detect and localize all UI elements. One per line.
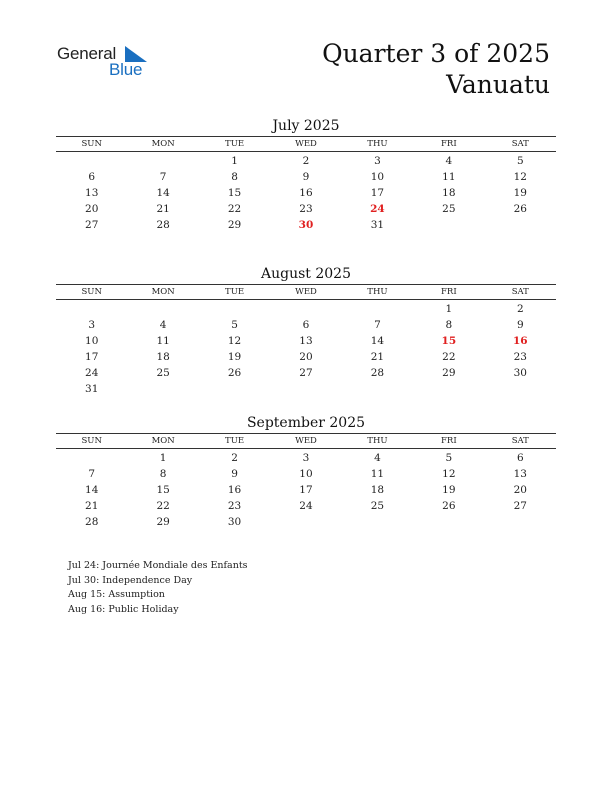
day-cell: 24 bbox=[299, 500, 313, 512]
day-cell: 1 bbox=[159, 452, 167, 464]
empty-day-cell bbox=[56, 450, 127, 466]
day-cell: 23 bbox=[227, 500, 242, 512]
day-cell: 25 bbox=[156, 367, 170, 379]
page-title bbox=[322, 38, 550, 100]
day-cell: 28 bbox=[156, 219, 170, 231]
day-cell: 28 bbox=[370, 367, 385, 379]
day-cell: 27 bbox=[299, 367, 313, 379]
month-title: August 2025 bbox=[261, 266, 351, 282]
month-july bbox=[56, 116, 556, 233]
day-cell: 3 bbox=[374, 155, 381, 167]
day-cell: 16 bbox=[299, 187, 313, 199]
weekday-label: TUE bbox=[225, 139, 245, 149]
day-cell: 17 bbox=[299, 484, 313, 496]
weekday-label: FRI bbox=[441, 436, 457, 446]
day-cell: 14 bbox=[370, 335, 385, 347]
day-cell: 24 bbox=[85, 367, 99, 379]
weekday-label: TUE bbox=[225, 436, 245, 446]
empty-day-cell bbox=[56, 301, 127, 317]
empty-day-cell bbox=[127, 301, 198, 317]
month-title: September 2025 bbox=[246, 415, 366, 431]
day-cell: 8 bbox=[159, 468, 167, 480]
day-cell: 15 bbox=[227, 187, 242, 199]
day-cell: 18 bbox=[370, 484, 385, 496]
day-cell: 21 bbox=[85, 500, 99, 512]
day-cell: 23 bbox=[299, 203, 313, 215]
holiday-note: Aug 15: Assumption bbox=[68, 589, 165, 600]
day-cell: 9 bbox=[231, 468, 238, 480]
day-cell: 6 bbox=[88, 171, 96, 183]
day-cell: 30 bbox=[227, 516, 242, 528]
day-cell: 26 bbox=[442, 500, 456, 512]
day-cell: 27 bbox=[85, 219, 99, 231]
empty-day-cell bbox=[127, 153, 198, 169]
day-cell: 11 bbox=[156, 335, 170, 347]
weekday-label: SAT bbox=[511, 287, 529, 297]
holiday-note: Jul 30: Independence Day bbox=[68, 574, 193, 586]
day-cell: 26 bbox=[227, 367, 242, 379]
weekday-label: TUE bbox=[225, 287, 245, 297]
logo-word-blue: Blue bbox=[109, 60, 143, 79]
day-cell: 26 bbox=[513, 203, 527, 215]
logo bbox=[57, 44, 157, 84]
empty-day-cell bbox=[342, 301, 413, 317]
weekday-label: THU bbox=[367, 436, 388, 446]
day-cell: 7 bbox=[159, 171, 167, 183]
weekday-header bbox=[56, 284, 556, 300]
holiday-day: 15 bbox=[441, 335, 457, 347]
weekday-header bbox=[56, 433, 556, 449]
day-cell: 18 bbox=[442, 187, 456, 199]
day-cell: 4 bbox=[445, 155, 453, 167]
day-cell: 21 bbox=[156, 203, 170, 215]
day-cell: 4 bbox=[374, 452, 381, 464]
day-cell: 3 bbox=[88, 319, 96, 331]
day-cell: 7 bbox=[88, 468, 96, 480]
day-cell: 6 bbox=[516, 452, 524, 464]
weekday-label: FRI bbox=[441, 287, 457, 297]
day-cell: 28 bbox=[85, 516, 99, 528]
day-cell: 5 bbox=[516, 155, 524, 167]
day-cell: 29 bbox=[227, 219, 242, 231]
holiday-day: 30 bbox=[298, 219, 314, 231]
day-cell: 18 bbox=[156, 351, 170, 363]
day-cell: 30 bbox=[513, 367, 527, 379]
month-september bbox=[56, 413, 556, 530]
title-country: Vanuatu bbox=[446, 70, 550, 99]
day-cell: 20 bbox=[513, 484, 527, 496]
day-cell: 7 bbox=[374, 319, 381, 331]
empty-day-cell bbox=[270, 301, 341, 317]
holiday-note: Aug 16: Public Holiday bbox=[68, 603, 179, 615]
weekday-header bbox=[56, 136, 556, 152]
day-cell: 3 bbox=[302, 452, 310, 464]
day-cell: 25 bbox=[442, 203, 456, 215]
day-cell: 12 bbox=[513, 171, 527, 183]
day-cell: 22 bbox=[442, 351, 456, 363]
day-cell: 16 bbox=[227, 484, 242, 496]
day-cell: 11 bbox=[442, 171, 456, 183]
weekday-label: SUN bbox=[81, 139, 102, 149]
holiday-day: 24 bbox=[370, 203, 385, 215]
day-cell: 19 bbox=[513, 187, 527, 199]
day-cell: 17 bbox=[370, 187, 385, 199]
day-cell: 22 bbox=[227, 203, 242, 215]
empty-day-cell bbox=[199, 301, 270, 317]
day-cell: 1 bbox=[445, 303, 453, 315]
day-cell: 12 bbox=[442, 468, 456, 480]
day-cell: 2 bbox=[231, 452, 238, 464]
day-cell: 14 bbox=[85, 484, 99, 496]
month-title: July 2025 bbox=[272, 118, 340, 134]
day-cell: 23 bbox=[513, 351, 527, 363]
day-cell: 25 bbox=[370, 500, 385, 512]
weekday-label: THU bbox=[367, 287, 388, 297]
day-cell: 8 bbox=[445, 319, 453, 331]
holiday-notes bbox=[68, 559, 248, 617]
day-grid bbox=[56, 153, 556, 233]
weekday-label: WED bbox=[295, 287, 317, 297]
day-cell: 31 bbox=[85, 383, 99, 395]
day-cell: 10 bbox=[85, 335, 99, 347]
day-cell: 10 bbox=[299, 468, 313, 480]
weekday-label: FRI bbox=[441, 139, 457, 149]
day-cell: 19 bbox=[442, 484, 456, 496]
day-cell: 2 bbox=[302, 155, 310, 167]
day-cell: 5 bbox=[445, 452, 453, 464]
day-grid bbox=[56, 450, 556, 530]
day-grid bbox=[56, 301, 556, 397]
holiday-day: 16 bbox=[512, 335, 528, 347]
day-cell: 2 bbox=[516, 303, 524, 315]
weekday-label: SUN bbox=[81, 436, 102, 446]
weekday-label: SUN bbox=[81, 287, 102, 297]
day-cell: 9 bbox=[302, 171, 310, 183]
day-cell: 6 bbox=[302, 319, 310, 331]
day-cell: 10 bbox=[370, 171, 385, 183]
day-cell: 20 bbox=[299, 351, 313, 363]
weekday-label: WED bbox=[295, 436, 317, 446]
day-cell: 12 bbox=[227, 335, 242, 347]
day-cell: 31 bbox=[370, 219, 385, 231]
day-cell: 9 bbox=[516, 319, 524, 331]
empty-day-cell bbox=[56, 153, 127, 169]
day-cell: 8 bbox=[231, 171, 238, 183]
weekday-label: MON bbox=[151, 139, 175, 149]
day-cell: 27 bbox=[513, 500, 527, 512]
day-cell: 17 bbox=[85, 351, 99, 363]
day-cell: 15 bbox=[156, 484, 170, 496]
day-cell: 20 bbox=[85, 203, 99, 215]
day-cell: 13 bbox=[513, 468, 527, 480]
day-cell: 29 bbox=[156, 516, 170, 528]
day-cell: 1 bbox=[231, 155, 238, 167]
weekday-label: SAT bbox=[511, 139, 529, 149]
day-cell: 11 bbox=[370, 468, 385, 480]
day-cell: 19 bbox=[227, 351, 242, 363]
day-cell: 14 bbox=[156, 187, 170, 199]
weekday-label: MON bbox=[151, 436, 175, 446]
day-cell: 21 bbox=[370, 351, 385, 363]
day-cell: 5 bbox=[231, 319, 238, 331]
day-cell: 13 bbox=[85, 187, 99, 199]
weekday-label: SAT bbox=[511, 436, 529, 446]
month-august bbox=[56, 264, 556, 397]
weekday-label: THU bbox=[367, 139, 388, 149]
weekday-label: WED bbox=[295, 139, 317, 149]
holiday-note: Jul 24: Journée Mondiale des Enfants bbox=[68, 560, 248, 571]
day-cell: 4 bbox=[159, 319, 167, 331]
day-cell: 13 bbox=[299, 335, 313, 347]
day-cell: 29 bbox=[442, 367, 456, 379]
title-quarter: Quarter 3 of 2025 bbox=[322, 39, 550, 68]
day-cell: 22 bbox=[156, 500, 170, 512]
logo-word-general: General bbox=[57, 44, 117, 63]
weekday-label: MON bbox=[151, 287, 175, 297]
